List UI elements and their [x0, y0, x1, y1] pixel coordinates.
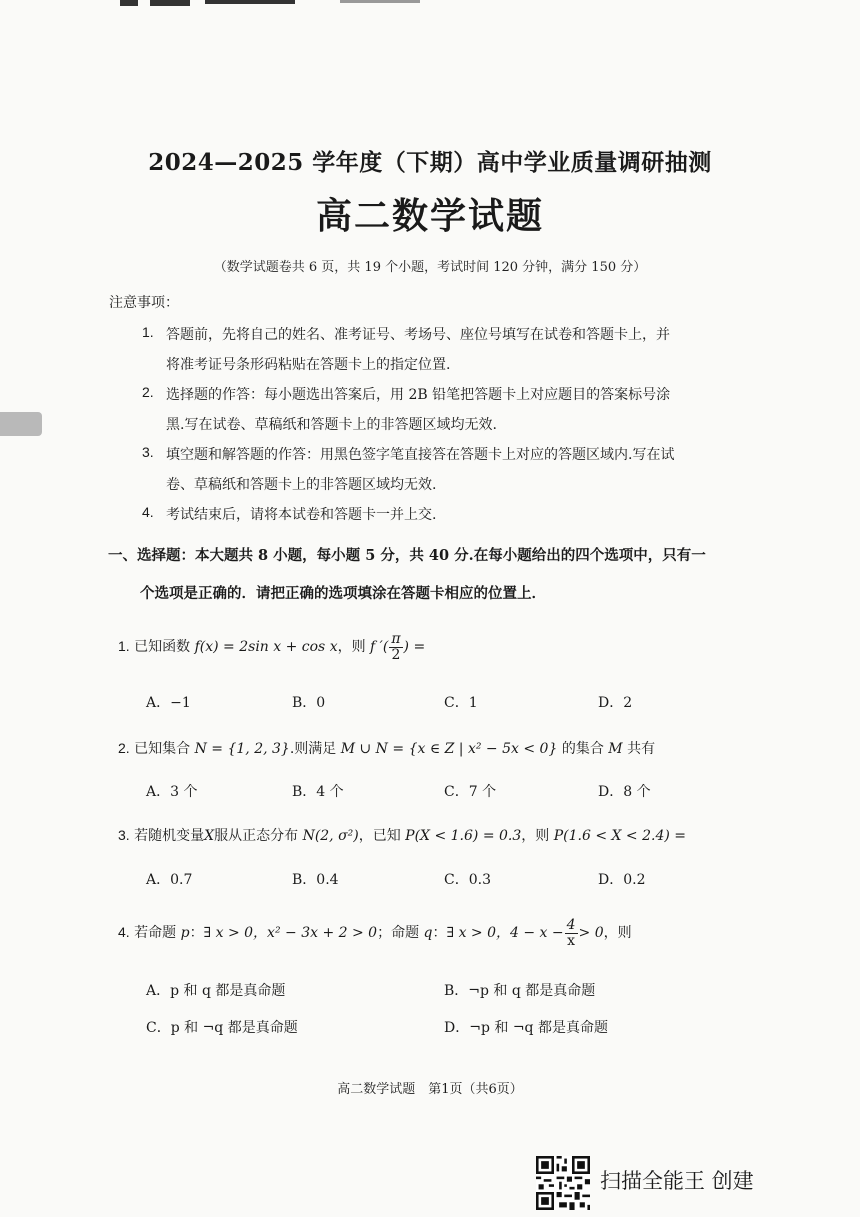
question-3	[118, 825, 686, 845]
option-b: B．4 个	[292, 784, 344, 800]
question-text: ：∃	[432, 925, 455, 942]
math-expression: q	[423, 925, 433, 942]
option-a: A．0.7	[146, 872, 193, 888]
question-number: 3.	[118, 827, 130, 843]
scan-top-edge	[0, 0, 860, 10]
question-text: ，则	[521, 828, 550, 844]
notes-heading: 注意事项：	[109, 295, 179, 311]
question-text: 服从正态分布	[214, 828, 299, 844]
question-text: ：∃	[189, 925, 212, 942]
qr-code-icon	[536, 1156, 590, 1210]
note-text: 卷、草稿纸和答题卡上的非答题区域均无效.	[166, 477, 437, 493]
fraction-numerator: π	[391, 631, 401, 647]
question-2	[118, 738, 655, 758]
math-expression: N(2, σ²)	[302, 828, 359, 844]
option-d: D．0.2	[598, 872, 646, 888]
question-text: 已知函数	[134, 639, 191, 656]
option-d: D．2	[598, 695, 633, 711]
question-1	[118, 632, 425, 662]
question-text: 已知集合	[134, 741, 191, 757]
section-instruction: 个选项是正确的．请把正确的选项填涂在答题卡相应的位置上．	[140, 585, 546, 602]
note-text: 选择题的作答：每小题选出答案后，用 2B 铅笔把答题卡上对应题目的答案标号涂	[166, 387, 671, 403]
note-text: 黑.写在试卷、草稿纸和答题卡上的非答题区域均无效.	[166, 417, 497, 433]
question-text: .则满足	[289, 741, 337, 757]
note-number: 4.	[142, 504, 154, 520]
math-expression: ) =	[403, 639, 426, 656]
scan-side-mark	[0, 412, 42, 436]
math-expression: x > 0，x² − 3x + 2 > 0	[215, 925, 378, 942]
option-a: A．3 个	[146, 784, 198, 800]
question-number: 1.	[118, 638, 130, 655]
exam-info: （数学试题卷共 6 页，共 19 个小题，考试时间 120 分钟，满分 150 分）	[213, 260, 647, 275]
option-b: B．¬p 和 q 都是真命题	[444, 983, 596, 999]
question-text: 共有	[627, 741, 656, 757]
math-expression: x > 0，4 − x −	[458, 925, 564, 942]
math-expression: X	[204, 828, 215, 844]
fraction-denominator: 2	[391, 646, 401, 663]
question-text: ，则	[337, 639, 366, 656]
option-b: B．0	[292, 695, 326, 711]
question-text: 的集合	[561, 741, 604, 757]
option-c: C．0.3	[444, 872, 491, 888]
note-number: 3.	[142, 444, 154, 460]
scanner-watermark: 扫描全能王 创建	[600, 1169, 754, 1193]
math-expression: f(x) = 2sin x + cos x	[194, 639, 338, 656]
option-b: B．0.4	[292, 872, 339, 888]
question-number: 2.	[118, 740, 130, 756]
question-text: ；命题	[377, 925, 420, 942]
question-text: 若随机变量	[134, 828, 205, 844]
option-d: D．¬p 和 ¬q 都是真命题	[444, 1020, 608, 1036]
fraction	[389, 632, 402, 662]
section-heading: 一、选择题：本大题共 8 小题，每小题 5 分，共 40 分.在每小题给出的四个选项中，只有一	[108, 547, 706, 564]
option-a: A．−1	[146, 695, 191, 711]
option-a: A．p 和 q 都是真命题	[146, 983, 286, 999]
note-number: 2.	[142, 384, 154, 400]
option-c: C．1	[444, 695, 478, 711]
option-c: C．p 和 ¬q 都是真命题	[146, 1020, 298, 1036]
question-number: 4.	[118, 924, 130, 941]
exam-subject-title: 高二数学试题	[315, 195, 544, 237]
math-expression: P(1.6 < X < 2.4) =	[553, 828, 687, 844]
note-text: 考试结束后，请将本试卷和答题卡一并上交.	[166, 507, 437, 523]
math-expression: P(X < 1.6) = 0.3	[405, 828, 522, 844]
math-expression: N = {1, 2, 3}	[194, 741, 290, 757]
fraction-denominator: x	[567, 932, 576, 949]
note-number: 1.	[142, 324, 154, 340]
note-text: 答题前，先将自己的姓名、准考证号、考场号、座位号填写在试卷和答题卡上，并	[166, 327, 670, 343]
page-footer: 高二数学试题 第1页（共6页）	[337, 1082, 523, 1097]
fraction-numerator: 4	[566, 917, 576, 933]
fraction	[565, 918, 578, 948]
note-text: 将准考证号条形码粘贴在答题卡上的指定位置.	[166, 357, 451, 373]
math-expression: f ′(	[370, 639, 389, 656]
question-text: ，则	[603, 925, 632, 942]
option-c: C．7 个	[444, 784, 497, 800]
question-text: 若命题	[134, 925, 177, 942]
question-text: ，已知	[358, 828, 401, 844]
math-expression: p	[180, 925, 190, 942]
option-d: D．8 个	[598, 784, 651, 800]
question-4	[118, 918, 632, 948]
note-text: 填空题和解答题的作答：用黑色签字笔直接答在答题卡上对应的答题区域内.写在试	[166, 447, 675, 463]
exam-title: 2024—2025 学年度（下期）高中学业质量调研抽测	[148, 149, 712, 176]
math-expression: > 0	[578, 925, 604, 942]
math-expression: M ∪ N = {x ∈ Z | x² − 5x < 0}	[340, 741, 558, 757]
math-expression: M	[608, 741, 623, 757]
